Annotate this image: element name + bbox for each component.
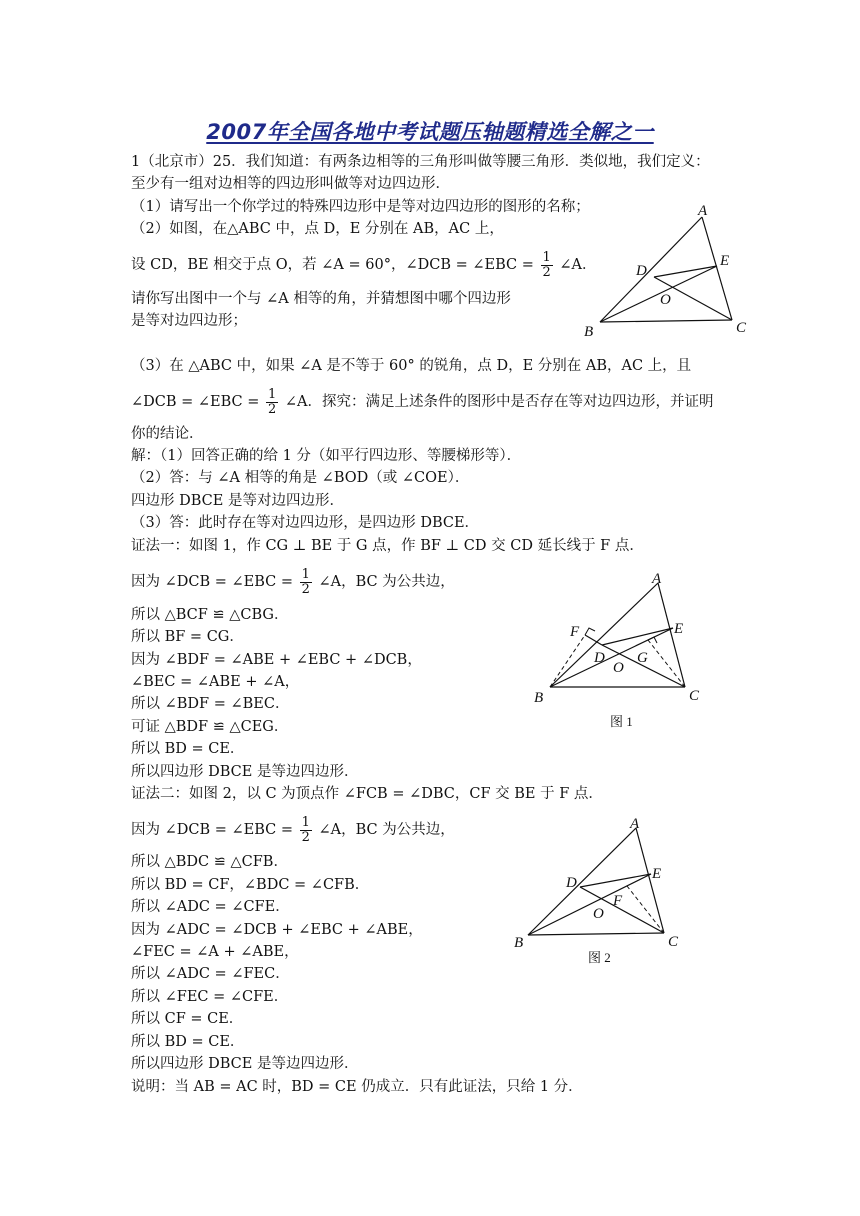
vertex-label: F [613,893,623,909]
solution-line: 解：（1）回答正确的给 1 分（如平行四边形、等腰梯形等）． [131,448,522,464]
figure-caption: 图 2 [588,950,611,965]
line-text: ∠DCB = ∠EBC = [131,394,260,411]
vertex-label: B [534,690,544,706]
problem-line: 请你写出图中一个与 ∠A 相等的角，并猜想图中哪个四边形 [131,291,511,307]
solution-line: ∠BEC = ∠ABE + ∠A， [131,674,300,690]
problem-line: 你的结论． [131,426,204,442]
line-text: 设 CD，BE 相交于点 O，若 ∠A = 60°，∠DCB = ∠EBC = [131,257,534,274]
solution-line: 所以四边形 DBCE 是等边四边形． [131,764,359,780]
figure-caption: 图 1 [610,714,633,729]
figure-1 [530,565,720,735]
solution-line: 证法二：如图 2，以 C 为顶点作 ∠FCB = ∠DBC，CF 交 BE 于 F 点． [131,786,603,802]
figure-2 [510,810,700,970]
vertex-label: A [630,816,640,832]
vertex-label: E [652,866,662,882]
solution-line: 所以四边形 DBCE 是等边四边形． [131,1056,359,1072]
vertex-label: E [674,621,684,637]
vertex-label: O [593,906,604,922]
vertex-label: E [720,253,730,269]
fraction: $\frac{1}{2}$ [301,567,310,597]
solution-line: ∠FEC = ∠A + ∠ABE， [131,944,299,960]
problem-line: （1）请写出一个你学过的特殊四边形中是等对边四边形的图形的名称； [131,199,590,215]
solution-line: 所以 BF = CG． [131,629,244,645]
solution-line [131,568,455,596]
triangle-figure [580,200,760,340]
vertex-label: C [689,688,700,704]
solution-line [131,816,455,844]
line-text: ∠A．探究：满足上述条件的图形中是否存在等对边四边形，并证明 [284,394,714,411]
solution-line: 因为 ∠BDF = ∠ABE + ∠EBC + ∠DCB， [131,652,422,668]
problem-line: 至少有一组对边相等的四边形叫做等对边四边形． [131,176,450,192]
vertex-label: C [668,934,679,950]
solution-line: 所以 CF = CE． [131,1011,244,1027]
solution-line: 所以 △BDC ≌ △CFB． [131,854,288,870]
problem-line: （3）在 △ABC 中，如果 ∠A 是不等于 60° 的锐角，点 D，E 分别在 AB，AC 上，且 [131,358,692,374]
solution-line: 所以 ∠BDF = ∠BEC． [131,696,290,712]
solution-line: 可证 △BDF ≌ △CEG． [131,719,289,735]
vertex-label: O [660,292,671,308]
solution-line: 所以 BD = CE． [131,1034,245,1050]
solution-line: （2）答：与 ∠A 相等的角是 ∠BOD（或 ∠COE）． [131,470,470,486]
line-text: 因为 ∠DCB = ∠EBC = [131,574,294,591]
solution-line: 四边形 DBCE 是等对边四边形． [131,493,344,509]
vertex-label: C [736,320,747,336]
solution-line: 证法一：如图 1，作 CG ⊥ BE 于 G 点，作 BF ⊥ CD 交 CD 延长线于 F 点． [131,538,644,554]
vertex-label: A [652,571,662,587]
page-title: 2007年全国各地中考试题压轴题精选全解之一 [206,120,654,144]
vertex-label: A [698,203,708,219]
line-text: ∠A，BC 为公共边， [318,822,455,839]
solution-line: 所以 BD = CF，∠BDC = ∠CFB． [131,877,370,893]
vertex-label: D [594,650,605,666]
line-text: ∠A． [559,257,597,274]
fraction: $\frac{1}{2}$ [301,815,310,845]
solution-line: 所以 ∠ADC = ∠FEC． [131,966,290,982]
solution-line: 所以 ∠ADC = ∠CFE． [131,899,290,915]
problem-line: （2）如图，在△ABC 中，点 D，E 分别在 AB，AC 上， [131,221,504,237]
problem-line: 1（北京市）25．我们知道：有两条边相等的三角形叫做等腰三角形．类似地，我们定义： [131,154,710,170]
solution-line: 因为 ∠ADC = ∠DCB + ∠EBC + ∠ABE， [131,922,423,938]
solution-line: 说明：当 AB = AC 时，BD = CE 仍成立．只有此证法，只给 1 分． [131,1079,583,1095]
vertex-label: B [514,935,524,951]
vertex-label: F [570,624,580,640]
problem-line [131,388,714,416]
problem-line [131,251,597,279]
solution-line: 所以 ∠FEC = ∠CFE． [131,989,289,1005]
solution-line: 所以 △BCF ≌ △CBG． [131,607,289,623]
solution-line: 所以 BD = CE． [131,741,245,757]
vertex-label: B [584,324,594,340]
vertex-label: G [637,650,648,666]
fraction: $\frac{1}{2}$ [542,250,551,280]
fraction: $\frac{1}{2}$ [268,387,277,417]
vertex-label: O [613,660,624,676]
problem-line: 是等对边四边形； [131,313,247,329]
line-text: ∠A，BC 为公共边， [318,574,455,591]
line-text: 因为 ∠DCB = ∠EBC = [131,822,294,839]
vertex-label: D [566,875,577,891]
vertex-label: D [636,263,647,279]
solution-line: （3）答：此时存在等对边四边形，是四边形 DBCE． [131,515,480,531]
